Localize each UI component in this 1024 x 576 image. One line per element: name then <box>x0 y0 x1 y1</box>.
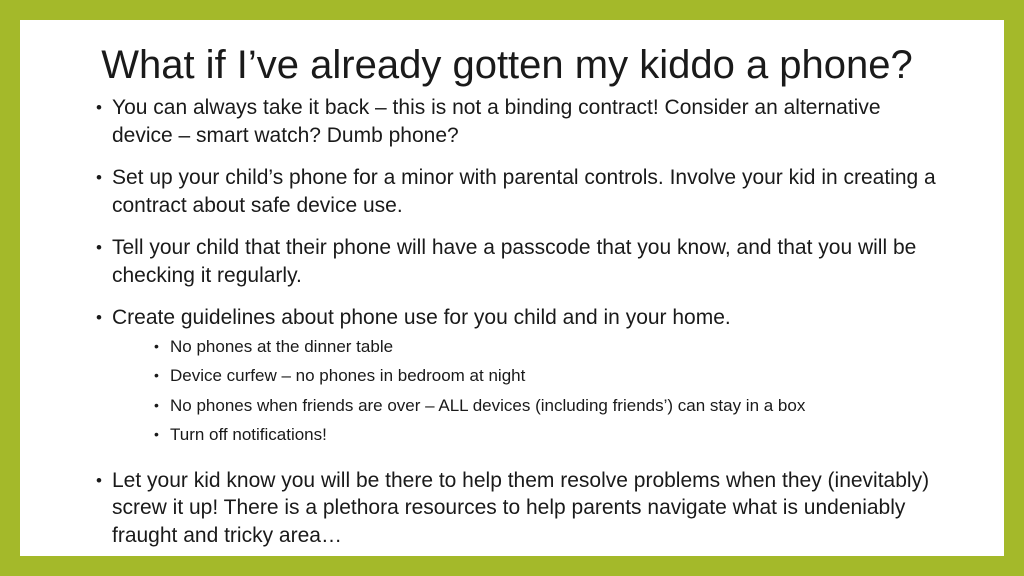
bullet-text: Tell your child that their phone will have a passcode that you know, and that you will be checking it regularly. <box>112 236 917 287</box>
bullet-text: Create guidelines about phone use for you child and in your home. <box>112 306 731 329</box>
sub-bullet-item: • No phones at the dinner table <box>154 332 936 362</box>
sub-bullet-list <box>112 332 936 450</box>
sub-bullet-item: • No phones when friends are over – ALL devices (including friends’) can stay in a box <box>154 391 936 421</box>
slide-body <box>96 94 936 564</box>
sub-bullet-item: • Device curfew – no phones in bedroom at night <box>154 361 936 391</box>
bullet-item <box>96 94 936 149</box>
bullet-text: Let your kid know you will be there to help them resolve problems when they (inevitably) screw it up! There is a plethora resources to help parents navigate what is undeniably fraught and tricky area… <box>112 468 930 547</box>
bullet-item <box>96 304 936 450</box>
sub-bullet-item: • Turn off notifications! <box>154 420 936 450</box>
bullet-text: Set up your child’s phone for a minor with parental controls. Involve your kid in creating a contract about safe device use. <box>112 166 936 217</box>
bullet-text: You can always take it back – this is not a binding contract! Consider an alternative device – smart watch? Dumb phone? <box>112 96 881 147</box>
slide-title: What if I’ve already gotten my kiddo a phone? <box>101 43 913 87</box>
bullet-item <box>96 164 936 219</box>
bullet-item <box>96 234 936 289</box>
bullet-item <box>96 467 936 550</box>
bullet-list <box>96 94 936 549</box>
